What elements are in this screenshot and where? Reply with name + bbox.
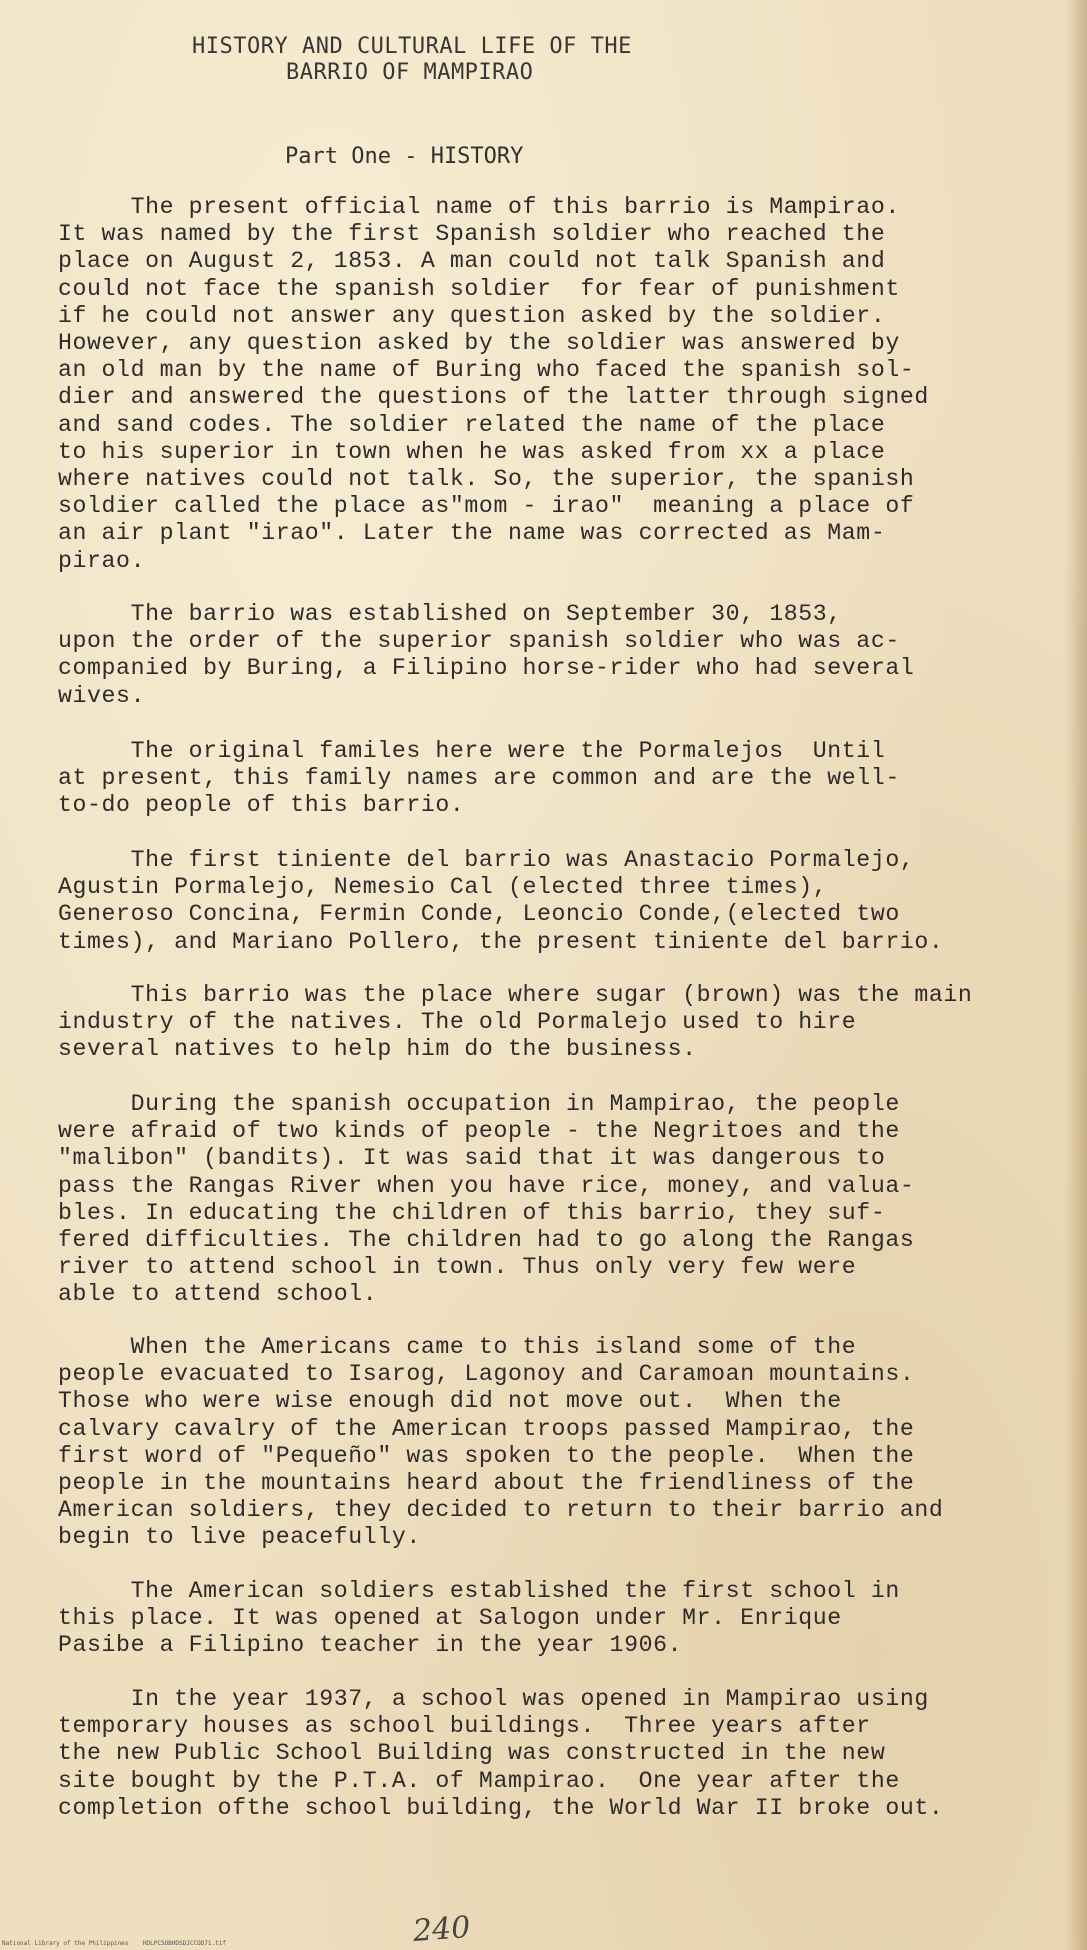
title-line-2: BARRIO OF MAMPIRAO [286,60,534,85]
text-line: people in the mountains heard about the friendliness of the [58,1470,915,1497]
text-line: this place. It was opened at Salogon under Mr. Enrique [58,1605,842,1632]
text-line: the new Public School Building was constructed in the new [58,1740,886,1767]
text-line: and sand codes. The soldier related the name of the place [58,411,886,438]
paragraph-5 [58,982,972,1064]
text-line: able to attend school. [58,1281,378,1308]
text-line: at present, this family names are common and are the well- [58,765,900,792]
text-line: wives. [58,682,146,709]
text-line: where natives could not talk. So, the superior, the spanish [58,466,915,493]
text-line: The first tiniente del barrio was Anastacio Pormalejo, [58,847,915,873]
paragraph-1 [58,194,929,575]
text-line: The present official name of this barrio is Mampirao. [58,194,900,220]
text-line: pirao. [58,547,146,574]
text-line: However, any question asked by the soldier was answered by [58,330,900,357]
text-line: The original familes here were the Pormalejos Until [58,738,886,764]
paragraph-6 [58,1091,914,1309]
text-line: to his superior in town when he was asked from xx a place [58,438,886,465]
text-line: to-do people of this barrio. [58,792,465,819]
part-title: Part One - HISTORY [285,144,524,169]
text-line: American soldiers, they decided to return to their barrio and [58,1497,944,1524]
text-line: soldier called the place as"mom - irao" meaning a place of [58,493,915,520]
text-line: When the Americans came to this island some of the [58,1334,857,1360]
text-line: In the year 1937, a school was opened in Mampirao using [58,1686,929,1712]
page-edge-shadow [1065,0,1087,1950]
text-line: site bought by the P.T.A. of Mampirao. One year after the [58,1767,900,1794]
text-line: an air plant "irao". Later the name was corrected as Mam- [58,520,886,547]
paragraph-2 [58,601,914,710]
text-line: people evacuated to Isarog, Lagonoy and Caramoan mountains. [58,1361,915,1388]
text-line: several natives to help him do the business. [58,1036,697,1063]
text-line: bles. In educating the children of this barrio, they suf- [58,1199,886,1226]
text-line: calvary cavalry of the American troops passed Mampirao, the [58,1415,915,1442]
paragraph-8 [58,1578,900,1660]
text-line: This barrio was the place where sugar (brown) was the main [58,982,973,1008]
text-line: Pasibe a Filipino teacher in the year 1906. [58,1632,683,1659]
text-line: if he could not answer any question asked by the soldier. [58,302,886,329]
paragraph-4 [58,847,943,956]
text-line: pass the Rangas River when you have rice, money, and valua- [58,1172,915,1199]
text-line: upon the order of the superior spanish soldier who was ac- [58,628,900,655]
text-line: first word of "Pequeño" was spoken to the people. When the [58,1442,915,1469]
page-number: 240 [411,1910,472,1949]
text-line: dier and answered the questions of the latter through signed [58,384,929,411]
text-line: The barrio was established on September 30, 1853, [58,601,842,627]
text-line: were afraid of two kinds of people - the Negritoes and the [58,1118,900,1145]
text-line: an old man by the name of Buring who faced the spanish sol- [58,357,915,384]
footer-caption: National Library of the Philippines HDLPCSOBHDSDJCCOD71.tif [2,1940,226,1947]
text-line: completion ofthe school building, the World War II broke out. [58,1794,944,1821]
text-line: "malibon" (bandits). It was said that it was dangerous to [58,1145,886,1172]
text-line: temporary houses as school buildings. Three years after [58,1713,871,1740]
text-line: river to attend school in town. Thus only very few were [58,1254,857,1281]
text-line: industry of the natives. The old Pormalejo used to hire [58,1009,857,1036]
text-line: Agustin Pormalejo, Nemesio Cal (elected three times), [58,874,828,901]
paragraph-7 [58,1334,943,1552]
title-line-1: HISTORY AND CULTURAL LIFE OF THE [192,34,632,59]
text-line: begin to live peacefully. [58,1524,421,1551]
text-line: fered difficulties. The children had to go along the Rangas [58,1227,915,1254]
text-line: During the spanish occupation in Mampirao, the people [58,1091,900,1117]
text-line: times), and Mariano Pollero, the present tiniente del barrio. [58,928,944,955]
paragraph-9 [58,1686,943,1822]
text-line: Generoso Concina, Fermin Conde, Leoncio Conde,(elected two [58,901,900,928]
text-line: The American soldiers established the first school in [58,1578,900,1604]
text-line: could not face the spanish soldier for fear of punishment [58,275,900,302]
text-line: companied by Buring, a Filipino horse-rider who had several [58,655,915,682]
text-line: Those who were wise enough did not move out. When the [58,1388,842,1415]
text-line: place on August 2, 1853. A man could not talk Spanish and [58,248,886,275]
text-line: It was named by the first Spanish soldier who reached the [58,221,886,248]
paragraph-3 [58,738,900,820]
